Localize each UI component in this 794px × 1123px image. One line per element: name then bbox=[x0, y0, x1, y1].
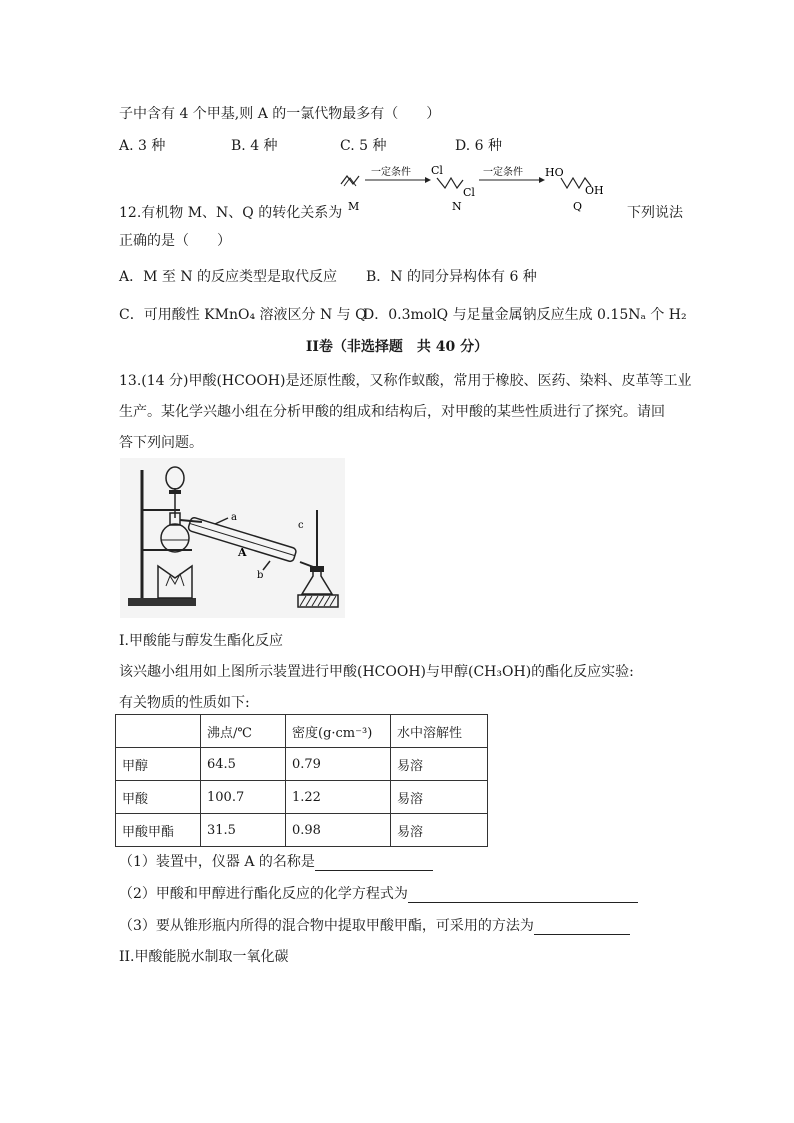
q11-option-a: A. 3 种 bbox=[119, 138, 166, 154]
arrow-1-label: 一定条件 bbox=[371, 167, 411, 178]
table-header-cell: 水中溶解性 bbox=[391, 715, 488, 748]
table-cell: 0.79 bbox=[286, 748, 391, 781]
table-cell: 甲酸 bbox=[116, 781, 201, 814]
table-row bbox=[116, 814, 488, 847]
table-row bbox=[116, 781, 488, 814]
label-c: c bbox=[298, 520, 304, 531]
table-cell: 1.22 bbox=[286, 781, 391, 814]
table-cell: 64.5 bbox=[201, 748, 286, 781]
part-2-title: II.甲酸能脱水制取一氧化碳 bbox=[119, 949, 289, 965]
table-header-cell: 密度(g·cm⁻³) bbox=[286, 715, 391, 748]
label-a: a bbox=[231, 512, 237, 523]
q12-option-c: C．可用酸性 KMnO₄ 溶液区分 N 与 Q bbox=[119, 307, 367, 323]
properties-intro: 有关物质的性质如下: bbox=[119, 695, 250, 711]
table-header-cell: 沸点/℃ bbox=[201, 715, 286, 748]
table-header-row bbox=[116, 715, 488, 748]
table-cell: 甲酸甲酯 bbox=[116, 814, 201, 847]
molecule-n-skeleton bbox=[437, 178, 463, 188]
label-m: M bbox=[348, 200, 360, 213]
reaction-scheme bbox=[335, 158, 625, 218]
q12-option-d: D．0.3molQ 与足量金属钠反应生成 0.15Nₐ 个 H₂ bbox=[363, 307, 687, 323]
q12-option-a: A．M 至 N 的反应类型是取代反应 bbox=[119, 269, 338, 285]
answer-blank-1[interactable] bbox=[315, 856, 433, 871]
q12-option-b: B．N 的同分异构体有 6 种 bbox=[366, 269, 537, 285]
q11-option-c: C. 5 种 bbox=[340, 138, 387, 154]
label-oh: OH bbox=[585, 184, 604, 197]
table-cell: 0.98 bbox=[286, 814, 391, 847]
label-ho: HO bbox=[545, 166, 564, 179]
sub-question-2-text: （2）甲酸和甲醇进行酯化反应的化学方程式为 bbox=[119, 886, 408, 902]
sub-question-3 bbox=[119, 915, 630, 935]
q12-stem-line2: 正确的是（ ） bbox=[119, 233, 231, 249]
label-b: b bbox=[257, 570, 264, 581]
apparatus-figure bbox=[120, 458, 345, 618]
q13-intro-line-3: 答下列问题。 bbox=[119, 435, 203, 451]
table-cell: 31.5 bbox=[201, 814, 286, 847]
properties-table bbox=[115, 714, 488, 847]
arrow-1-head bbox=[425, 177, 431, 183]
q11-stem: 子中含有 4 个甲基,则 A 的一氯代物最多有（ ） bbox=[119, 106, 441, 122]
table-cell: 100.7 bbox=[201, 781, 286, 814]
table-cell: 易溶 bbox=[391, 814, 488, 847]
table-cell: 甲醇 bbox=[116, 748, 201, 781]
q11-option-b: B. 4 种 bbox=[231, 138, 278, 154]
sub-question-2 bbox=[119, 883, 638, 903]
q12-stem-end: 下列说法 bbox=[627, 205, 683, 221]
table-row bbox=[116, 748, 488, 781]
sub-question-3-text: （3）要从锥形瓶内所得的混合物中提取甲酸甲酯，可采用的方法为 bbox=[119, 918, 534, 934]
q12-stem: 12.有机物 M、N、Q 的转化关系为 bbox=[119, 205, 343, 221]
flask-stopper bbox=[310, 566, 324, 572]
sub-question-1-text: （1）装置中，仪器 A 的名称是 bbox=[119, 854, 315, 870]
label-q: Q bbox=[573, 200, 583, 213]
section-2-title: II卷（非选择题 共 40 分） bbox=[305, 339, 489, 355]
q13-intro-line-1: 13.(14 分)甲酸(HCOOH)是还原性酸，又称作蚁酸，常用于橡胶、医药、染料、皮革等工业 bbox=[119, 373, 692, 389]
label-cl-top: Cl bbox=[431, 164, 443, 177]
part-1-text: 该兴趣小组用如上图所示装置进行甲酸(HCOOH)与甲醇(CH₃OH)的酯化反应实验: bbox=[119, 664, 634, 680]
funnel-stopcock bbox=[169, 490, 181, 494]
label-capital-a: A bbox=[238, 546, 247, 559]
answer-blank-2[interactable] bbox=[408, 888, 638, 903]
stand-base bbox=[128, 598, 196, 606]
q11-option-d: D. 6 种 bbox=[455, 138, 502, 154]
part-1-title: I.甲酸能与醇发生酯化反应 bbox=[119, 633, 283, 649]
sub-question-1 bbox=[119, 851, 433, 871]
arrow-2-label: 一定条件 bbox=[483, 167, 523, 178]
label-cl-bottom: Cl bbox=[463, 186, 475, 199]
q13-intro-line-2: 生产。某化学兴趣小组在分析甲酸的组成和结构后，对甲酸的某些性质进行了探究。请回 bbox=[119, 404, 665, 420]
label-n: N bbox=[452, 200, 462, 213]
table-cell: 易溶 bbox=[391, 748, 488, 781]
answer-blank-3[interactable] bbox=[534, 920, 630, 935]
table-header-cell bbox=[116, 715, 201, 748]
table-cell: 易溶 bbox=[391, 781, 488, 814]
